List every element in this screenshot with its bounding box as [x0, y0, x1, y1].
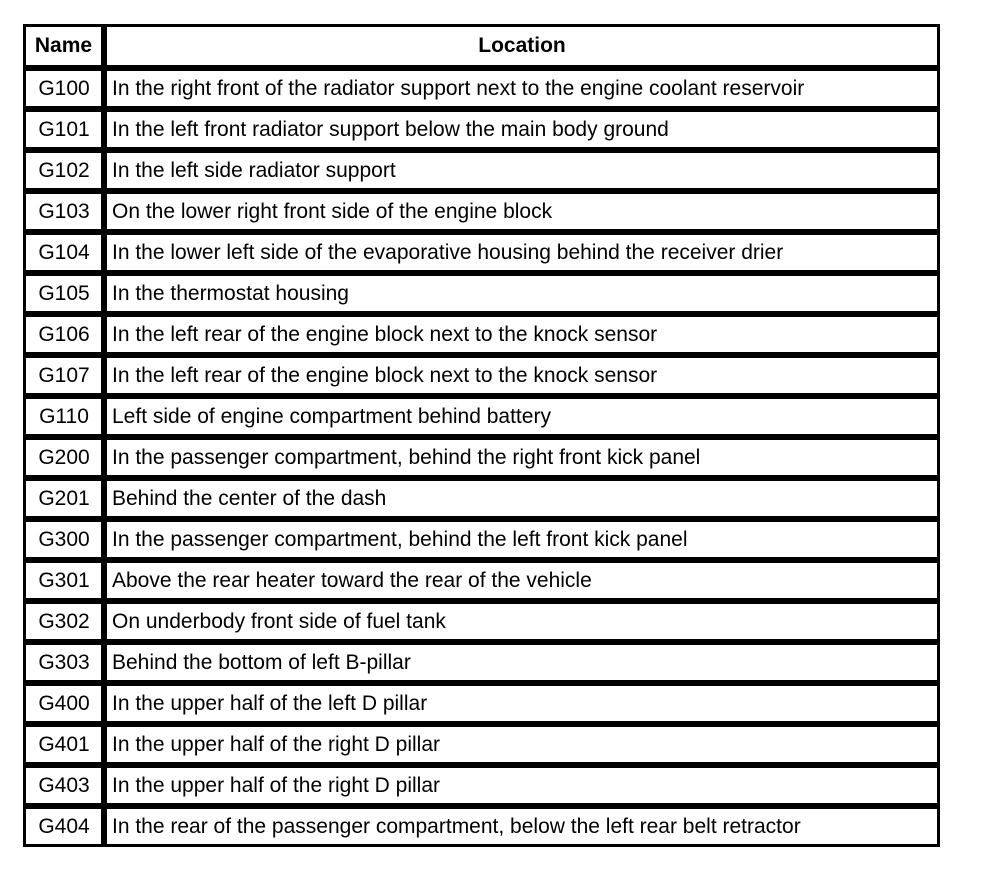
ground-name-cell: G105: [26, 273, 104, 314]
table-row: [26, 765, 940, 806]
ground-name-cell: G303: [26, 642, 104, 683]
ground-location-cell: In the left side radiator support: [104, 150, 940, 191]
table-row: [26, 724, 940, 765]
table-row: [26, 109, 940, 150]
ground-name-cell: G401: [26, 724, 104, 765]
ground-location-cell: In the upper half of the left D pillar: [104, 683, 940, 724]
ground-name-cell: G201: [26, 478, 104, 519]
table-row: [26, 191, 940, 232]
ground-name-cell: G200: [26, 437, 104, 478]
ground-location-cell: In the upper half of the right D pillar: [104, 724, 940, 765]
table-row: [26, 355, 940, 396]
ground-location-cell: In the lower left side of the evaporative housing behind the receiver drier: [104, 232, 940, 273]
ground-location-cell: In the upper half of the right D pillar: [104, 765, 940, 806]
table-row: [26, 232, 940, 273]
ground-location-cell: Above the rear heater toward the rear of the vehicle: [104, 560, 940, 601]
ground-name-cell: G300: [26, 519, 104, 560]
table-row: [26, 601, 940, 642]
table-row: [26, 560, 940, 601]
table-row: [26, 314, 940, 355]
ground-location-cell: In the thermostat housing: [104, 273, 940, 314]
ground-name-cell: G102: [26, 150, 104, 191]
table-row: [26, 396, 940, 437]
ground-name-cell: G104: [26, 232, 104, 273]
table-row: [26, 806, 940, 847]
table-row: [26, 519, 940, 560]
ground-location-cell: In the passenger compartment, behind the right front kick panel: [104, 437, 940, 478]
table-row: [26, 273, 940, 314]
ground-location-cell: In the left rear of the engine block next to the knock sensor: [104, 314, 940, 355]
ground-location-cell: Left side of engine compartment behind battery: [104, 396, 940, 437]
ground-location-cell: Behind the center of the dash: [104, 478, 940, 519]
ground-name-cell: G404: [26, 806, 104, 847]
table-row: [26, 642, 940, 683]
ground-location-cell: In the left rear of the engine block next to the knock sensor: [104, 355, 940, 396]
ground-name-cell: G302: [26, 601, 104, 642]
ground-name-cell: G400: [26, 683, 104, 724]
ground-name-cell: G100: [26, 68, 104, 109]
ground-location-cell: On the lower right front side of the engine block: [104, 191, 940, 232]
ground-location-cell: In the passenger compartment, behind the left front kick panel: [104, 519, 940, 560]
column-header-name: Name: [26, 27, 104, 68]
ground-location-cell: In the right front of the radiator support next to the engine coolant reservoir: [104, 68, 940, 109]
table-header-row: [26, 27, 940, 68]
table-row: [26, 478, 940, 519]
ground-location-cell: In the rear of the passenger compartment, below the left rear belt retractor: [104, 806, 940, 847]
ground-location-cell: Behind the bottom of left B-pillar: [104, 642, 940, 683]
table-row: [26, 68, 940, 109]
table-row: [26, 683, 940, 724]
ground-location-cell: On underbody front side of fuel tank: [104, 601, 940, 642]
table-row: [26, 150, 940, 191]
ground-name-cell: G101: [26, 109, 104, 150]
table-row: [26, 437, 940, 478]
ground-name-cell: G301: [26, 560, 104, 601]
ground-name-cell: G106: [26, 314, 104, 355]
ground-name-cell: G107: [26, 355, 104, 396]
ground-name-cell: G403: [26, 765, 104, 806]
column-header-location: Location: [104, 27, 940, 68]
ground-location-cell: In the left front radiator support below the main body ground: [104, 109, 940, 150]
ground-name-cell: G110: [26, 396, 104, 437]
ground-name-cell: G103: [26, 191, 104, 232]
ground-locations-table: [23, 24, 940, 847]
